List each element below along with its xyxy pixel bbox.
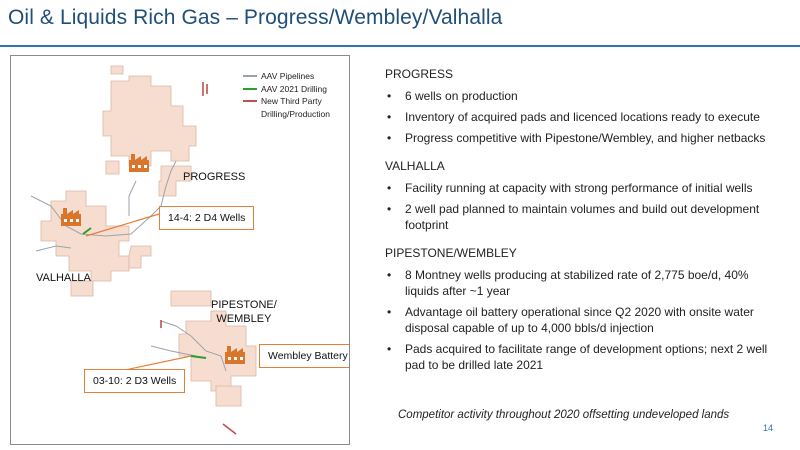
list-item: • 6 wells on production bbox=[385, 88, 780, 104]
map-legend bbox=[243, 70, 347, 120]
legend-label: New Third Party Drilling/Production bbox=[261, 96, 330, 119]
section-pipestone bbox=[385, 245, 780, 373]
page-number: 14 bbox=[763, 423, 774, 433]
pipeline-swatch-icon bbox=[243, 75, 257, 77]
list-item: • Advantage oil battery operational since Q2 2020 with onsite water disposal capable of up to 4,000 bbls/d injection bbox=[385, 304, 780, 336]
list-item: • Inventory of acquired pads and licenced locations ready to execute bbox=[385, 109, 780, 125]
page-title: Oil & Liquids Rich Gas – Progress/Wembley/Valhalla bbox=[8, 6, 503, 29]
progress-map-label: PROGRESS bbox=[183, 171, 246, 183]
land-parcels bbox=[41, 66, 256, 406]
progress-land-3 bbox=[111, 66, 123, 74]
footnote: Competitor activity throughout 2020 offsetting undeveloped lands bbox=[398, 409, 730, 421]
map-panel bbox=[10, 55, 350, 445]
list-item: • 2 well pad planned to maintain volumes and build out development footprint bbox=[385, 201, 780, 233]
content-panel bbox=[385, 66, 780, 385]
list-item: • Pads acquired to facilitate range of development options; next 2 well pad to be drilled late 2021 bbox=[385, 341, 780, 373]
section-heading: VALHALLA bbox=[385, 159, 445, 173]
section-heading: PIPESTONE/WEMBLEY bbox=[385, 246, 517, 260]
legend-item-pipelines bbox=[243, 70, 347, 83]
section-valhalla bbox=[385, 158, 780, 233]
progress-land-4 bbox=[106, 161, 119, 174]
valhalla-map-label: VALHALLA bbox=[36, 272, 91, 284]
bullet-list bbox=[385, 88, 780, 146]
progress-land bbox=[103, 76, 196, 166]
legend-item-third-party bbox=[243, 95, 347, 120]
callout-03-10: 03-10: 2 D3 Wells bbox=[84, 369, 185, 393]
third-party-swatch-icon bbox=[243, 100, 257, 102]
callout-wembley-battery: Wembley Battery bbox=[259, 344, 350, 368]
title-divider bbox=[0, 45, 800, 47]
legend-label: AAV 2021 Drilling bbox=[261, 83, 327, 94]
list-item: • Facility running at capacity with strong performance of initial wells bbox=[385, 180, 780, 196]
list-item: • Progress competitive with Pipestone/Wembley, and higher netbacks bbox=[385, 130, 780, 146]
pipestone-land bbox=[171, 291, 211, 306]
wembley-land-2 bbox=[216, 386, 241, 406]
callout-14-4: 14-4: 2 D4 Wells bbox=[159, 206, 254, 230]
list-item: • 8 Montney wells producing at stabilized rate of 2,775 boe/d, 40% liquids after ~1 year bbox=[385, 267, 780, 299]
legend-label: AAV Pipelines bbox=[261, 71, 315, 81]
bullet-list bbox=[385, 180, 780, 233]
bullet-list bbox=[385, 267, 780, 373]
valhalla-land bbox=[41, 191, 129, 281]
drilling-swatch-icon bbox=[243, 88, 257, 90]
legend-item-drilling bbox=[243, 83, 347, 96]
section-progress bbox=[385, 66, 780, 146]
pipestone-map-label: PIPESTONE/ WEMBLEY bbox=[211, 299, 277, 325]
valhalla-land-2 bbox=[129, 246, 151, 268]
section-heading: PROGRESS bbox=[385, 67, 454, 81]
